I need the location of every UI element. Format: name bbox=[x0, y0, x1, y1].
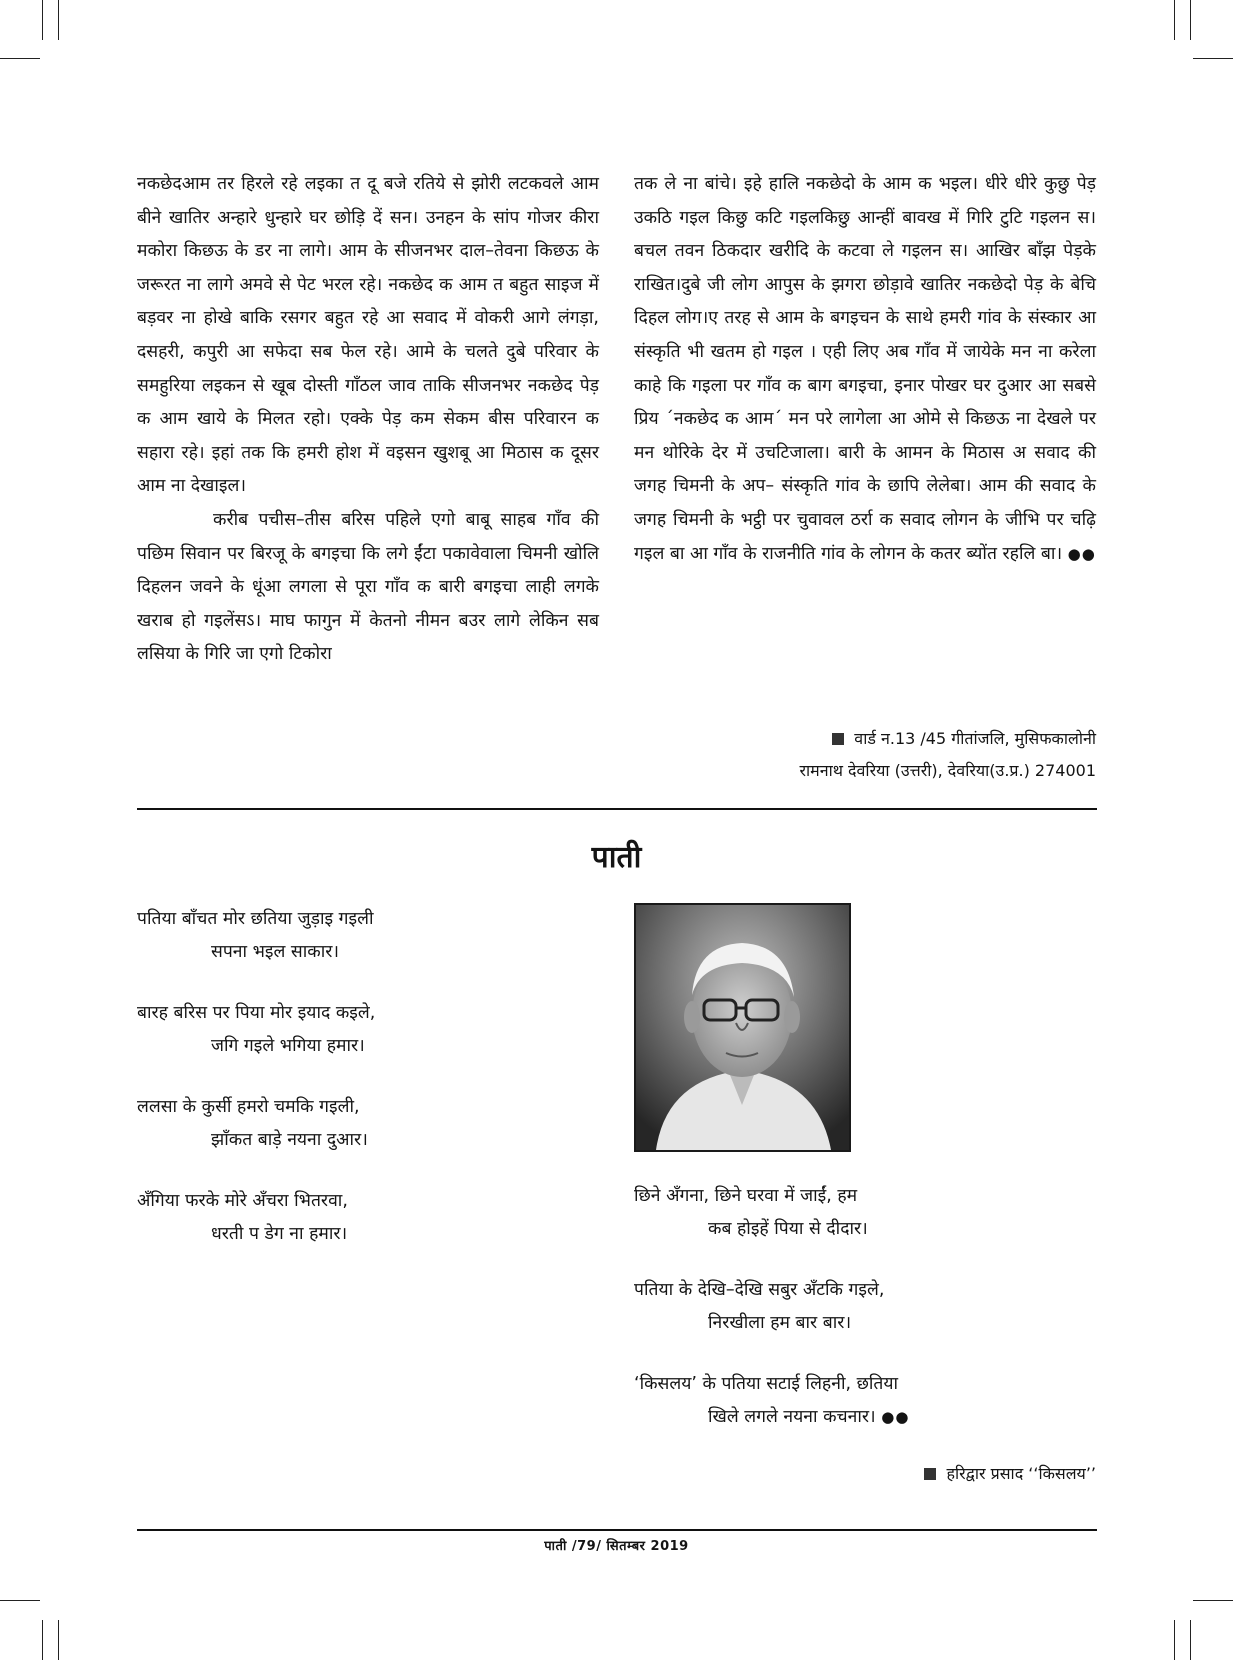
poem-line: धरती प डेग ना हमार। bbox=[211, 1224, 348, 1244]
author-address bbox=[634, 723, 1096, 787]
crop-mark bbox=[1174, 0, 1175, 40]
end-mark: ●● bbox=[881, 1408, 910, 1426]
crop-mark bbox=[42, 0, 43, 40]
portrait-image bbox=[636, 905, 849, 1150]
article-paragraph: नकछेदआम तर हिरले रहे लइका त दू बजे रतिये से झोरी लटकवले आम बीने खातिर अन्हारे धुन्हारे घर छोड़ि दें सन। उनहन के सांप गोजर कीरा मकोरा किछऊ के डर ना लागे। आम के सीजनभर दाल–तेवना किछऊ के जरूरत ना लागे अमवे से पेट भरल रहे। नकछेद क आम त बहुत साइज में बड़वर ना होखे बाकि रसगर बहुत रहे आ सवाद में वोकरी आगे लंगड़ा, दसहरी, कपुरी आ सफेदा सब फेल रहे। आमे के चलते दुबे परिवार के समहुरिया लइकन से खूब दोस्ती गाँठल जाव ताकि सीजनभर नकछेद पेड़ क आम खाये के मिलत रहो। एक्के पेड़ कम सेकम बीस परिवारन क सहारा रहे। इहां तक कि हमरी होश में वइसन खुशबू आ मिठास क दूसर आम ना देखाइल। bbox=[137, 174, 599, 497]
page-footer: पाती /79/ सितम्बर 2019 bbox=[544, 1539, 689, 1554]
poem-line: अँगिया फरके मोरे अँचरा भितरवा, bbox=[137, 1191, 348, 1211]
article-paragraph-text: तक ले ना बांचे। इहे हालि नकछेदो के आम क भइल। धीरे धीरे कुछु पेड़ उकठि गइल किछु कटि गइलकिछु आन्हीं बावख में गिरि टुटि गइलन स। बचल तवन ठिकदार खरीदि के कटवा ले गइलन स। आखिर बाँझ पेड़के राखित।दुबे जी लोग आपुस के झगरा छोड़ावे खातिर नकछेदो पेड़ के बेचि दिहल लोग।ए तरह से आम के बगइचन के साथे हमरी गांव के संस्कार आ संस्कृति भी खतम हो गइल । एही लिए अब गाँव में जायेके मन ना करेला काहे कि गइला पर गाँव क बाग बगइचा, इनार पोखर घर दुआर आ सबसे प्रिय ´नकछेद क आम´ मन परे लागेला आ ओमे से किछऊ ना देखले पर मन थोरिके देर में उचटिजाला। बारी के आमन के मिठास अ सवाद की जगह चिमनी के अप– संस्कृति गांव के छापि लेलेबा। आम की सवाद के जगह चिमनी के भट्ठी पर चुवावल ठर्रा क सवाद लोगन के जीभि पर चढ़ि गइल बा आ गाँव के राजनीति गांव के लोगन के कतर ब्योंत रहलि बा। bbox=[634, 174, 1096, 564]
poem-line: सपना भइल साकार। bbox=[211, 942, 340, 962]
poem-line bbox=[634, 1401, 909, 1434]
article-paragraph: करीब पचीस–तीस बरिस पहिले एगो बाबू साहब गाँव की पछिम सिवान पर बिरजू के बगइचा कि लगे ईंटा पकावेवाला चिमनी खोलि दिहलन जवने के धूंआ लगला से पूरा गाँव क बारी बगइचा लाही लगके खराब हो गइलेंसऽ। माघ फागुन में केतनो नीमन बउर लागे लेकिन सब लसिया के गिरि जा एगो टिकोरा bbox=[137, 509, 599, 665]
end-mark: ●● bbox=[1067, 544, 1096, 563]
section-divider bbox=[137, 808, 1097, 810]
crop-mark bbox=[0, 58, 40, 59]
author-photo bbox=[634, 903, 851, 1152]
address-line-1: वार्ड न.13 /45 गीतांजलि, मुसिफकालोनी bbox=[854, 729, 1096, 748]
poem-stanza bbox=[137, 903, 373, 969]
poem-line: छिने अँगना, छिने घरवा में जाईं, हम bbox=[634, 1186, 858, 1206]
article-paragraph bbox=[634, 168, 1096, 571]
poem-line: कब होइहें पिया से दीदार। bbox=[708, 1219, 868, 1239]
article-left-column bbox=[137, 168, 599, 672]
crop-mark bbox=[1174, 1620, 1175, 1660]
poem-line: पतिया बाँचत मोर छतिया जुड़ाइ गइली bbox=[137, 909, 374, 929]
crop-mark bbox=[1190, 0, 1191, 40]
poem-stanza bbox=[137, 997, 375, 1063]
poem-line: पतिया के देखि–देखि सबुर अँटकि गइले, bbox=[634, 1280, 885, 1300]
article-right-column bbox=[634, 168, 1096, 571]
crop-mark bbox=[58, 0, 59, 40]
poem-credit bbox=[924, 1462, 1096, 1484]
poem-line: झाँकत बाड़े नयना दुआर। bbox=[211, 1130, 368, 1150]
bullet-box-icon bbox=[832, 733, 844, 745]
crop-mark bbox=[1193, 58, 1233, 59]
poem-stanza bbox=[634, 1180, 868, 1246]
poem-line: बारह बरिस पर पिया मोर इयाद कइले, bbox=[137, 1003, 376, 1023]
poem-stanza bbox=[137, 1091, 368, 1157]
poem-line: ‘किसलय’ के पतिया सटाई लिहनी, छतिया bbox=[634, 1374, 899, 1394]
poem-line-text: खिले लगले नयना कचनार। bbox=[708, 1407, 876, 1427]
address-line: रामनाथ देवरिया (उत्तरी), देवरिया(उ.प्र.) 274001 bbox=[799, 761, 1096, 780]
poem-line: निरखीला हम बार बार। bbox=[708, 1313, 852, 1333]
crop-mark bbox=[42, 1620, 43, 1660]
crop-mark bbox=[1193, 1600, 1233, 1601]
poem-stanza bbox=[137, 1185, 348, 1251]
crop-mark bbox=[1190, 1620, 1191, 1660]
footer-divider bbox=[137, 1529, 1097, 1531]
bullet-box-icon bbox=[924, 1468, 936, 1480]
crop-mark bbox=[58, 1620, 59, 1660]
poem-stanza bbox=[634, 1368, 909, 1434]
poem-stanza bbox=[634, 1274, 884, 1340]
crop-mark bbox=[0, 1600, 40, 1601]
poem-line: जगि गइले भगिया हमार। bbox=[211, 1036, 365, 1056]
poem-line: ललसा के कुर्सी हमरो चमकि गइली, bbox=[137, 1097, 360, 1117]
address-line bbox=[634, 723, 1096, 755]
poet-name: हरिद्वार प्रसाद ‘‘किसलय’’ bbox=[946, 1464, 1096, 1483]
poem-title: पाती bbox=[591, 840, 642, 875]
